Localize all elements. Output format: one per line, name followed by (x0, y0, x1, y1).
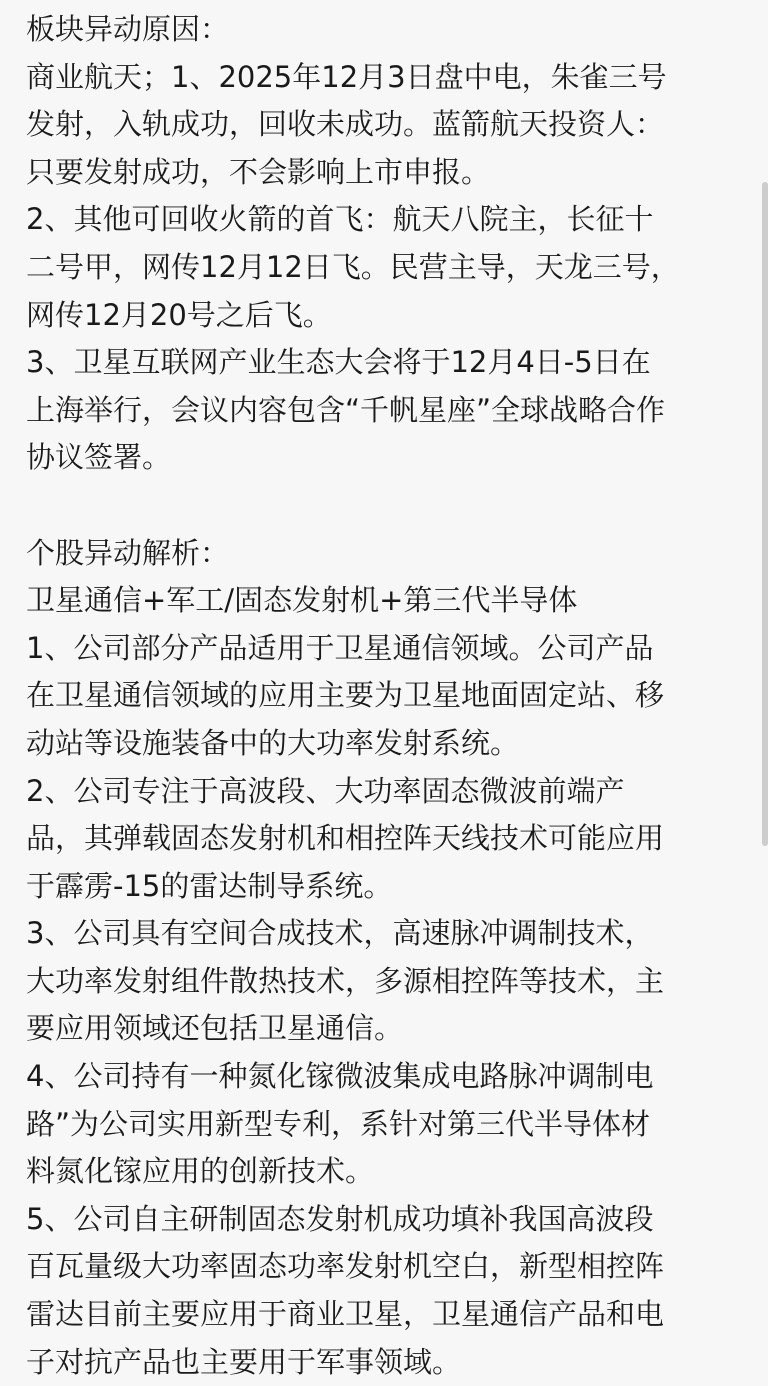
text-line: 二号甲，网传12月12日飞。民营主导，天龙三号， (26, 249, 680, 284)
text-line: 网传12月20号之后飞。 (26, 297, 332, 332)
text-line: 2、公司专注于高波段、大功率固态微波前端产 (26, 773, 625, 808)
text-line: 商业航天；1、2025年12月3日盘中电，朱雀三号 (26, 59, 667, 94)
text-line: 要应用领域还包括卫星通信。 (26, 1011, 404, 1046)
section-heading-stock-analysis: 个股异动解析： (26, 535, 230, 570)
text-line: 卫星通信+军工/固态发射机+第三代半导体 (26, 583, 578, 618)
text-line: 1、公司部分产品适用于卫星通信领域。公司产品 (26, 630, 654, 665)
text-line: 于霹雳-15的雷达制导系统。 (26, 868, 393, 903)
text-line: 子对抗产品也主要用于军事领域。 (26, 1344, 462, 1379)
text-line: 品，其弹载固态发射机和相控阵天线技术可能应用 (26, 821, 665, 856)
text-line: 百瓦量级大功率固态功率发射机空白，新型相控阵 (26, 1249, 665, 1284)
text-line: 上海举行，会议内容包含“千帆星座”全球战略合作 (26, 392, 666, 427)
text-line: 大功率发射组件散热技术，多源相控阵等技术，主 (26, 963, 665, 998)
vertical-scrollbar[interactable] (762, 182, 768, 846)
article-text (26, 6, 748, 1386)
paragraph-spacer (26, 482, 748, 530)
text-line: 动站等设施装备中的大功率发射系统。 (26, 725, 520, 760)
text-line: 协议签署。 (26, 440, 172, 475)
text-line: 3、公司具有空间合成技术，高速脉冲调制技术， (26, 916, 654, 951)
text-line: 2、其他可回收火箭的首飞：航天八院主，长征十 (26, 202, 654, 237)
text-line: 5、公司自主研制固态发射机成功填补我国高波段 (26, 1201, 654, 1236)
text-line: 路”为公司实用新型专利，系针对第三代半导体材 (26, 1106, 651, 1141)
text-line: 雷达目前主要应用于商业卫星，卫星通信产品和电 (26, 1297, 665, 1332)
text-line: 3、卫星互联网产业生态大会将于12月4日-5日在 (26, 345, 651, 380)
section-heading-reasons: 板块异动原因： (26, 12, 230, 46)
text-line: 只要发射成功，不会影响上市申报。 (26, 154, 491, 189)
text-line: 在卫星通信领域的应用主要为卫星地面固定站、移 (26, 678, 665, 713)
text-line: 发射，入轨成功，回收未成功。蓝箭航天投资人： (26, 107, 665, 142)
text-line: 4、公司持有一种氮化镓微波集成电路脉冲调制电 (26, 1059, 654, 1094)
text-line: 料氮化镓应用的创新技术。 (26, 1154, 375, 1189)
